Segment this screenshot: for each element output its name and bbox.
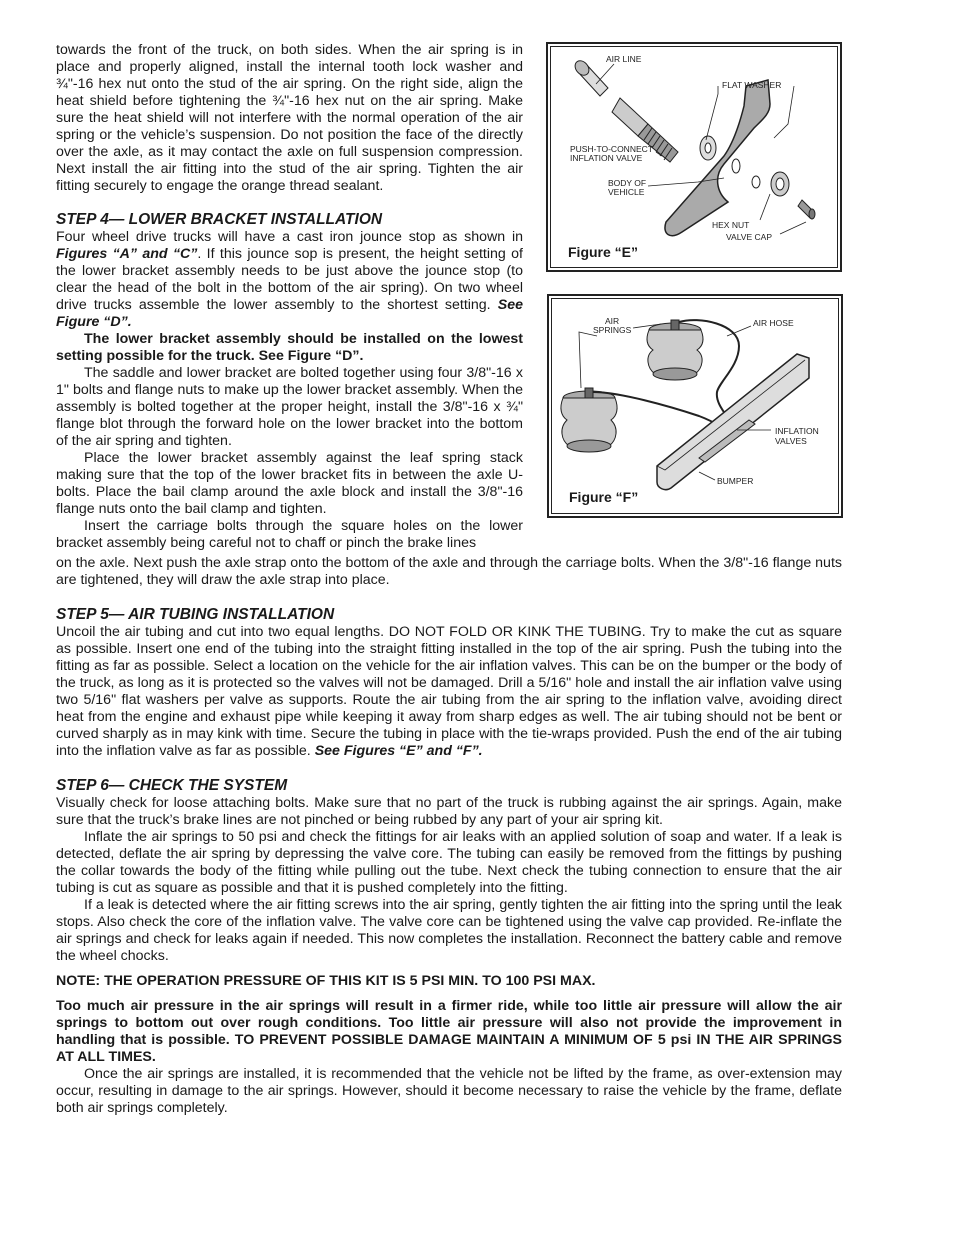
label-air-hose: AIR HOSE <box>753 318 794 328</box>
paragraph-saddle: The saddle and lower bracket are bolted together using four 3/8"-16 x 1" bolts and flange nuts to make up the lower bracket assembly. When the assembly is bolted together at the proper height, install the 3/8"-16 x ¾" flange blot through the forward hole on the lower bracket into the bottom of the air spring and tighten. <box>56 365 523 449</box>
figure-f-drawing <box>549 296 841 516</box>
paragraph-lifting: Once the air springs are installed, it is recommended that the vehicle not be lifted by the frame, as over-extension may occur, resulting in damage to the air springs. However, should it become necessary to raise the vehicle by the frame, deflate both air springs completely. <box>56 1066 842 1116</box>
paragraph-heat-shield: towards the front of the truck, on both sides. When the air spring is in place and properly aligned, install the internal tooth lock washer and ¾"-16 hex nut onto the stud of the air spring. On the right side, align the heat shield before tightening the ¾"-16 hex nut on the air spring. Make sure the heat shield will not interfere with the normal operation of the air spring or the vehicle’s suspension. Do not position the face of the directly over the axle, as it may contact the axle on full suspension compression. Next install the air fitting into the stud of the air spring. Tighten the air fitting securely to engage the orange thread sealant. <box>56 42 523 194</box>
paragraph-carriage-bolts: Insert the carriage bolts through the square holes on the lower bracket assembly being careful not to chaff or pinch the brake lines <box>56 518 523 551</box>
figure-ref-e-f: See Figures “E” and “F”. <box>314 743 483 759</box>
figure-e <box>546 42 842 272</box>
paragraph-visual-check: Visually check for loose attaching bolts. Make sure that no part of the truck is rubbing against the air springs. Again, make sure that the truck’s brake lines are not pinched or being rubbed by any part of your air spring kit. <box>56 795 842 828</box>
label-hex-nut: HEX NUT <box>712 220 750 230</box>
step5-heading: STEP 5— AIR TUBING INSTALLATION <box>56 606 335 623</box>
note-operation-pressure: NOTE: THE OPERATION PRESSURE OF THIS KIT IS 5 PSI MIN. TO 100 PSI MAX. <box>56 973 596 989</box>
figure-ref-a-c: Figures “A” and “C” <box>56 246 198 262</box>
label-vehicle: VEHICLE <box>608 187 645 197</box>
paragraph-air-tubing: Uncoil the air tubing and cut into two equal lengths. DO NOT FOLD OR KINK THE TUBING. Try to make the cut as square as possible. Insert one end of the tubing into the straight fitting installed in the top of the air spring. Push the tubing into the fitting as far as possible. Select a location on the vehicle for the air inflation valves. This can be on the bumper or the body of the truck, as long as it is protected so the valves will not be damaged. Drill a 5/16" hole and install the air inflation valve using two 5/16" flat washers per valve as supports. Route the air tubing from the air spring to the inflation valve, avoiding direct heat from the engine and exhaust pipe while keeping it away from sharp edges as well. The air tubing should not be bent or curved sharply as in may kink with time. Secure the tubing in place with the tie-wraps provided. Push the end of the air tubing into the inflation valve as far as possible. See Figures “E” and “F”. <box>56 624 842 759</box>
label-body-of: BODY OF <box>608 178 647 188</box>
step6-heading: STEP 6— CHECK THE SYSTEM <box>56 777 288 794</box>
paragraph-axle-strap: on the axle. Next push the axle strap onto the bottom of the axle and through the carriage bolts. When the 3/8"-16 flange nuts are tightened, they will draw the axle strap into place. <box>56 555 842 588</box>
label-springs: SPRINGS <box>593 325 632 335</box>
air-spring-back <box>647 320 703 380</box>
full-width-section <box>56 555 842 1117</box>
label-flat-washer: FLAT WASHER <box>722 80 782 90</box>
figure-ref-d: See Figure “D”. <box>56 297 523 330</box>
paragraph-jounce-stop: Four wheel drive trucks will have a cast iron jounce stop as shown in Figures “A” and “C”. If this jounce sop is present, the height setting of the lower bracket assembly needs to be just above the jounce stop (to clear the head of the bolt in the bottom of the air spring). On two wheel drive trucks assemble the lower assembly to the shortest setting. See Figure “D”. <box>56 229 523 330</box>
paragraph-inflate: Inflate the air springs to 50 psi and check the fittings for air leaks with an applied solution of soap and water. If a leak is detected, deflate the air spring by depressing the valve core. The tubing can easily be removed from the fittings by pushing the collar towards the body of the fitting while pulling out the tube. Next check the tubing connection to ensure that the air tubing is cut as square as possible and that it is pushed completely into the fitting. <box>56 829 842 896</box>
figure-f <box>547 294 843 518</box>
air-spring-front <box>561 388 617 452</box>
label-air: AIR <box>605 316 620 326</box>
label-bumper: BUMPER <box>717 476 754 486</box>
paragraph-leak: If a leak is detected where the air fitting screws into the air spring, gently tighten the air fitting into the spring until the leak stops. Also check the core of the inflation valve. The valve core can be tightened using the valve cap provided. Re-inflate the air springs and check for leaks again if needed. This now completes the installation. Reconnect the battery cable and remove the wheel chocks. <box>56 897 842 964</box>
label-valve-cap: VALVE CAP <box>726 232 772 242</box>
label-inflation-valve: INFLATION VALVE <box>570 153 643 163</box>
paragraph-lowest-setting: The lower bracket assembly should be installed on the lowest setting possible for the truck. See Figure “D”. <box>56 331 523 364</box>
warning-air-pressure: Too much air pressure in the air springs will result in a firmer ride, while too little air pressure will allow the air springs to bottom out over rough conditions. Too little air pressure will also not provide the improvement in handling that is possible. TO PREVENT POSSIBLE DAMAGE MAINTAIN A MINIMUM OF 5 psi IN THE AIR SPRINGS AT ALL TIMES. <box>56 998 842 1065</box>
left-column <box>56 42 523 552</box>
label-valves: VALVES <box>775 436 807 446</box>
figure-f-caption: Figure “F” <box>569 489 639 505</box>
figure-e-drawing <box>548 44 840 270</box>
figure-e-caption: Figure “E” <box>568 244 639 260</box>
label-air-line: AIR LINE <box>606 54 642 64</box>
label-inflation: INFLATION <box>775 426 819 436</box>
label-push-to-connect: PUSH-TO-CONNECT <box>570 144 653 154</box>
paragraph-leaf-spring: Place the lower bracket assembly against the leaf spring stack making sure that the top of the lower bracket fits in between the axle U-bolts. Place the bail clamp around the axle block and install the 3/8"-16 flange nuts onto the bail clamp and tighten. <box>56 450 523 517</box>
step4-heading: STEP 4— LOWER BRACKET INSTALLATION <box>56 211 383 228</box>
